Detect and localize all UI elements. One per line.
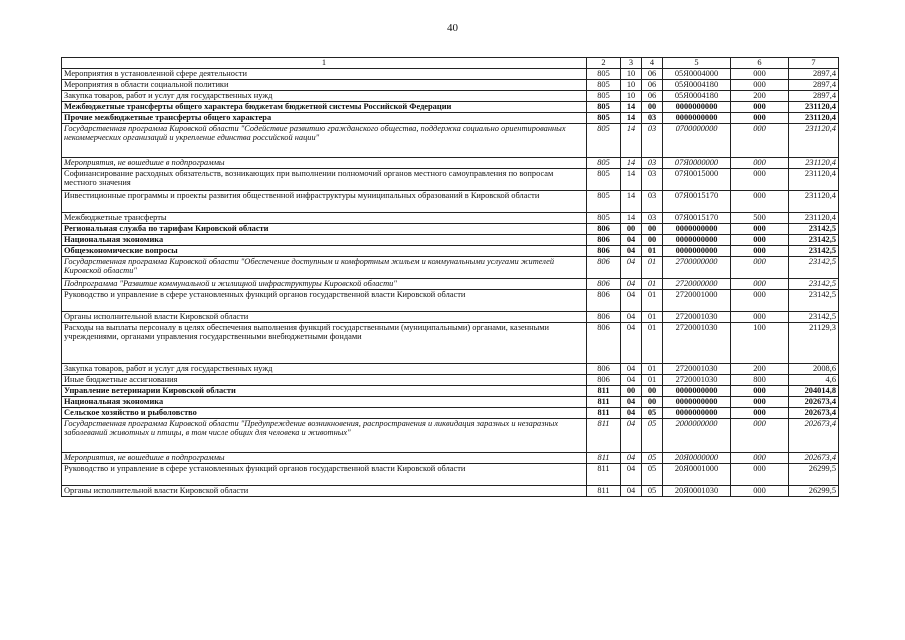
row-amount-cell: 23142,5: [789, 245, 839, 256]
row-target-article-cell: 0000000000: [663, 234, 731, 245]
row-section-cell: 04: [621, 289, 642, 311]
row-subsection-cell: 01: [642, 278, 663, 289]
row-target-article-cell: 2720001030: [663, 322, 731, 363]
row-name-cell: Софинансирование расходных обязательств, возникающих при выполнении полномочий органов местного самоуправления по вопросам местного значения: [62, 168, 587, 190]
row-subsection-cell: 05: [642, 485, 663, 496]
row-expense-type-cell: 200: [731, 90, 789, 101]
row-name-cell: Государственная программа Кировской области "Обеспечение доступным и комфортным жильем и коммунальными услугами жителей Кировской области": [62, 256, 587, 278]
row-expense-type-cell: 000: [731, 68, 789, 79]
table-row: [62, 79, 839, 90]
row-name-cell: Региональная служба по тарифам Кировской области: [62, 223, 587, 234]
row-section-cell: 10: [621, 90, 642, 101]
row-grbs-cell: 811: [587, 452, 621, 463]
row-grbs-cell: 806: [587, 245, 621, 256]
row-amount-cell: 26299,5: [789, 463, 839, 485]
table-row: [62, 245, 839, 256]
row-target-article-cell: 20Я0001000: [663, 463, 731, 485]
row-name-cell: Закупка товаров, работ и услуг для государственных нужд: [62, 363, 587, 374]
table-row: [62, 168, 839, 190]
table-row: [62, 68, 839, 79]
row-expense-type-cell: 000: [731, 452, 789, 463]
row-amount-cell: 231120,4: [789, 190, 839, 212]
row-expense-type-cell: 000: [731, 234, 789, 245]
row-subsection-cell: 05: [642, 418, 663, 452]
row-target-article-cell: 05Я0004180: [663, 79, 731, 90]
row-expense-type-cell: 100: [731, 322, 789, 363]
row-grbs-cell: 811: [587, 396, 621, 407]
row-target-article-cell: 0000000000: [663, 245, 731, 256]
row-name-cell: Органы исполнительной власти Кировской области: [62, 311, 587, 322]
row-section-cell: 04: [621, 463, 642, 485]
row-grbs-cell: 806: [587, 363, 621, 374]
row-expense-type-cell: 000: [731, 190, 789, 212]
row-subsection-cell: 05: [642, 463, 663, 485]
row-expense-type-cell: 000: [731, 256, 789, 278]
table-row: [62, 289, 839, 311]
row-expense-type-cell: 000: [731, 123, 789, 157]
header-col-4: 4: [642, 58, 663, 69]
row-amount-cell: 23142,5: [789, 278, 839, 289]
row-amount-cell: 26299,5: [789, 485, 839, 496]
row-subsection-cell: 03: [642, 157, 663, 168]
row-expense-type-cell: 500: [731, 212, 789, 223]
row-section-cell: 14: [621, 212, 642, 223]
row-section-cell: 14: [621, 101, 642, 112]
row-section-cell: 04: [621, 234, 642, 245]
row-expense-type-cell: 000: [731, 168, 789, 190]
row-expense-type-cell: 000: [731, 396, 789, 407]
row-target-article-cell: 20Я0001030: [663, 485, 731, 496]
row-expense-type-cell: 000: [731, 385, 789, 396]
table-row: [62, 485, 839, 496]
row-target-article-cell: 0000000000: [663, 223, 731, 234]
table-row: [62, 90, 839, 101]
budget-table: [61, 57, 839, 497]
row-target-article-cell: 07Я0000000: [663, 157, 731, 168]
row-expense-type-cell: 000: [731, 157, 789, 168]
row-target-article-cell: 2000000000: [663, 418, 731, 452]
table-row: [62, 396, 839, 407]
row-subsection-cell: 03: [642, 190, 663, 212]
row-subsection-cell: 03: [642, 123, 663, 157]
table-row: [62, 278, 839, 289]
table-row: [62, 452, 839, 463]
row-section-cell: 00: [621, 385, 642, 396]
row-target-article-cell: 05Я0004000: [663, 68, 731, 79]
row-grbs-cell: 806: [587, 256, 621, 278]
row-name-cell: Подпрограмма "Развитие коммунальной и жилищной инфраструктуры Кировской области": [62, 278, 587, 289]
row-target-article-cell: 2720001000: [663, 289, 731, 311]
row-grbs-cell: 806: [587, 234, 621, 245]
row-target-article-cell: 07Я0015000: [663, 168, 731, 190]
row-amount-cell: 231120,4: [789, 212, 839, 223]
row-section-cell: 10: [621, 68, 642, 79]
row-grbs-cell: 811: [587, 485, 621, 496]
row-subsection-cell: 03: [642, 212, 663, 223]
row-grbs-cell: 811: [587, 385, 621, 396]
row-grbs-cell: 805: [587, 90, 621, 101]
row-name-cell: Мероприятия в установленной сфере деятельности: [62, 68, 587, 79]
table-row: [62, 234, 839, 245]
row-section-cell: 04: [621, 256, 642, 278]
row-expense-type-cell: 000: [731, 418, 789, 452]
row-target-article-cell: 20Я0000000: [663, 452, 731, 463]
row-expense-type-cell: 000: [731, 407, 789, 418]
row-section-cell: 10: [621, 79, 642, 90]
row-section-cell: 04: [621, 396, 642, 407]
row-subsection-cell: 01: [642, 374, 663, 385]
row-amount-cell: 21129,3: [789, 322, 839, 363]
row-amount-cell: 204014,8: [789, 385, 839, 396]
page-number: 40: [447, 22, 458, 34]
row-expense-type-cell: 000: [731, 311, 789, 322]
table-row: [62, 407, 839, 418]
row-target-article-cell: 0000000000: [663, 407, 731, 418]
row-subsection-cell: 01: [642, 245, 663, 256]
row-amount-cell: 202673,4: [789, 407, 839, 418]
row-target-article-cell: 0700000000: [663, 123, 731, 157]
row-grbs-cell: 806: [587, 223, 621, 234]
row-expense-type-cell: 200: [731, 363, 789, 374]
table-row: [62, 418, 839, 452]
header-col-6: 6: [731, 58, 789, 69]
table-row: [62, 374, 839, 385]
row-name-cell: Сельское хозяйство и рыболовство: [62, 407, 587, 418]
row-name-cell: Прочие межбюджетные трансферты общего характера: [62, 112, 587, 123]
table-row: [62, 256, 839, 278]
row-name-cell: Межбюджетные трансферты общего характера бюджетам бюджетной системы Российской Федерации: [62, 101, 587, 112]
row-subsection-cell: 01: [642, 256, 663, 278]
row-target-article-cell: 2720001030: [663, 311, 731, 322]
row-subsection-cell: 00: [642, 385, 663, 396]
row-grbs-cell: 805: [587, 123, 621, 157]
table-row: [62, 385, 839, 396]
row-name-cell: Межбюджетные трансферты: [62, 212, 587, 223]
row-name-cell: Общеэкономические вопросы: [62, 245, 587, 256]
row-section-cell: 04: [621, 311, 642, 322]
row-target-article-cell: 07Я0015170: [663, 190, 731, 212]
row-target-article-cell: 0000000000: [663, 396, 731, 407]
row-name-cell: Мероприятия в области социальной политики: [62, 79, 587, 90]
row-section-cell: 04: [621, 418, 642, 452]
row-section-cell: 04: [621, 452, 642, 463]
row-subsection-cell: 05: [642, 452, 663, 463]
table-row: [62, 112, 839, 123]
row-target-article-cell: 0000000000: [663, 385, 731, 396]
row-subsection-cell: 03: [642, 112, 663, 123]
table-row: [62, 363, 839, 374]
row-target-article-cell: 0000000000: [663, 112, 731, 123]
row-section-cell: 14: [621, 190, 642, 212]
table-row: [62, 311, 839, 322]
row-subsection-cell: 00: [642, 101, 663, 112]
row-name-cell: Закупка товаров, работ и услуг для государственных нужд: [62, 90, 587, 101]
row-subsection-cell: 01: [642, 322, 663, 363]
row-name-cell: Государственная программа Кировской области "Содействие развитию гражданского общества, поддержка социально ориентированных некоммерческих организаций и укрепление единства российской нации": [62, 123, 587, 157]
row-target-article-cell: 2720000000: [663, 278, 731, 289]
row-section-cell: 00: [621, 223, 642, 234]
row-expense-type-cell: 000: [731, 278, 789, 289]
row-target-article-cell: 2720001030: [663, 374, 731, 385]
table-row: [62, 101, 839, 112]
header-col-3: 3: [621, 58, 642, 69]
row-name-cell: Национальная экономика: [62, 396, 587, 407]
row-subsection-cell: 03: [642, 168, 663, 190]
row-amount-cell: 202673,4: [789, 396, 839, 407]
row-expense-type-cell: 000: [731, 485, 789, 496]
row-name-cell: Мероприятия, не вошедшие в подпрограммы: [62, 157, 587, 168]
row-target-article-cell: 2700000000: [663, 256, 731, 278]
header-col-1: 1: [62, 58, 587, 69]
row-grbs-cell: 805: [587, 157, 621, 168]
row-subsection-cell: 06: [642, 68, 663, 79]
row-amount-cell: 2897,4: [789, 90, 839, 101]
row-expense-type-cell: 000: [731, 79, 789, 90]
row-section-cell: 04: [621, 363, 642, 374]
row-expense-type-cell: 000: [731, 112, 789, 123]
row-expense-type-cell: 800: [731, 374, 789, 385]
row-grbs-cell: 805: [587, 112, 621, 123]
row-subsection-cell: 00: [642, 234, 663, 245]
table-body: [62, 68, 839, 496]
row-subsection-cell: 00: [642, 396, 663, 407]
row-name-cell: Национальная экономика: [62, 234, 587, 245]
table-row: [62, 223, 839, 234]
row-grbs-cell: 805: [587, 212, 621, 223]
row-name-cell: Расходы на выплаты персоналу в целях обеспечения выполнения функций государственными (муниципальными) органами, казенными учреждениями, органами управления государственными внебюджетными фондами: [62, 322, 587, 363]
row-expense-type-cell: 000: [731, 245, 789, 256]
table-row: [62, 322, 839, 363]
row-grbs-cell: 805: [587, 190, 621, 212]
row-grbs-cell: 805: [587, 101, 621, 112]
row-target-article-cell: 05Я0004180: [663, 90, 731, 101]
row-amount-cell: 23142,5: [789, 234, 839, 245]
row-grbs-cell: 805: [587, 68, 621, 79]
row-amount-cell: 23142,5: [789, 223, 839, 234]
row-section-cell: 14: [621, 123, 642, 157]
row-subsection-cell: 06: [642, 79, 663, 90]
row-expense-type-cell: 000: [731, 463, 789, 485]
table-row: [62, 212, 839, 223]
row-section-cell: 14: [621, 112, 642, 123]
row-expense-type-cell: 000: [731, 101, 789, 112]
row-name-cell: Мероприятия, не вошедшие в подпрограммы: [62, 452, 587, 463]
row-section-cell: 04: [621, 485, 642, 496]
row-section-cell: 14: [621, 168, 642, 190]
table-row: [62, 123, 839, 157]
row-subsection-cell: 01: [642, 311, 663, 322]
table-row: [62, 463, 839, 485]
row-section-cell: 14: [621, 157, 642, 168]
row-section-cell: 04: [621, 245, 642, 256]
row-amount-cell: 231120,4: [789, 112, 839, 123]
row-grbs-cell: 805: [587, 79, 621, 90]
row-name-cell: Руководство и управление в сфере установленных функций органов государственной власти Кировской области: [62, 463, 587, 485]
row-grbs-cell: 806: [587, 374, 621, 385]
row-amount-cell: 231120,4: [789, 101, 839, 112]
row-expense-type-cell: 000: [731, 289, 789, 311]
row-amount-cell: 4,6: [789, 374, 839, 385]
row-expense-type-cell: 000: [731, 223, 789, 234]
row-section-cell: 04: [621, 374, 642, 385]
row-target-article-cell: 2720001030: [663, 363, 731, 374]
row-name-cell: Руководство и управление в сфере установленных функций органов государственной власти Кировской области: [62, 289, 587, 311]
row-name-cell: Государственная программа Кировской области "Предупреждение возникновения, распространения и ликвидация заразных и незаразных заболеваний животных и птицы, в том числе общих для человека и животных": [62, 418, 587, 452]
row-subsection-cell: 00: [642, 223, 663, 234]
row-grbs-cell: 811: [587, 418, 621, 452]
row-amount-cell: 202673,4: [789, 452, 839, 463]
row-name-cell: Иные бюджетные ассигнования: [62, 374, 587, 385]
header-row: [62, 58, 839, 69]
row-grbs-cell: 811: [587, 463, 621, 485]
table-row: [62, 190, 839, 212]
row-amount-cell: 231120,4: [789, 123, 839, 157]
header-col-5: 5: [663, 58, 731, 69]
row-grbs-cell: 811: [587, 407, 621, 418]
row-amount-cell: 2897,4: [789, 79, 839, 90]
table-row: [62, 157, 839, 168]
row-amount-cell: 23142,5: [789, 256, 839, 278]
row-subsection-cell: 01: [642, 289, 663, 311]
row-name-cell: Управление ветеринарии Кировской области: [62, 385, 587, 396]
row-name-cell: Инвестиционные программы и проекты развития общественной инфраструктуры муниципальных образований в Кировской области: [62, 190, 587, 212]
row-section-cell: 04: [621, 322, 642, 363]
row-grbs-cell: 805: [587, 168, 621, 190]
row-amount-cell: 231120,4: [789, 168, 839, 190]
row-section-cell: 04: [621, 278, 642, 289]
row-amount-cell: 2897,4: [789, 68, 839, 79]
row-amount-cell: 231120,4: [789, 157, 839, 168]
row-subsection-cell: 06: [642, 90, 663, 101]
row-grbs-cell: 806: [587, 322, 621, 363]
row-grbs-cell: 806: [587, 289, 621, 311]
row-amount-cell: 2008,6: [789, 363, 839, 374]
row-grbs-cell: 806: [587, 278, 621, 289]
row-name-cell: Органы исполнительной власти Кировской области: [62, 485, 587, 496]
row-subsection-cell: 05: [642, 407, 663, 418]
row-amount-cell: 23142,5: [789, 289, 839, 311]
row-amount-cell: 23142,5: [789, 311, 839, 322]
row-target-article-cell: 0000000000: [663, 101, 731, 112]
row-grbs-cell: 806: [587, 311, 621, 322]
header-col-2: 2: [587, 58, 621, 69]
header-col-7: 7: [789, 58, 839, 69]
row-section-cell: 04: [621, 407, 642, 418]
row-target-article-cell: 07Я0015170: [663, 212, 731, 223]
row-subsection-cell: 01: [642, 363, 663, 374]
row-amount-cell: 202673,4: [789, 418, 839, 452]
